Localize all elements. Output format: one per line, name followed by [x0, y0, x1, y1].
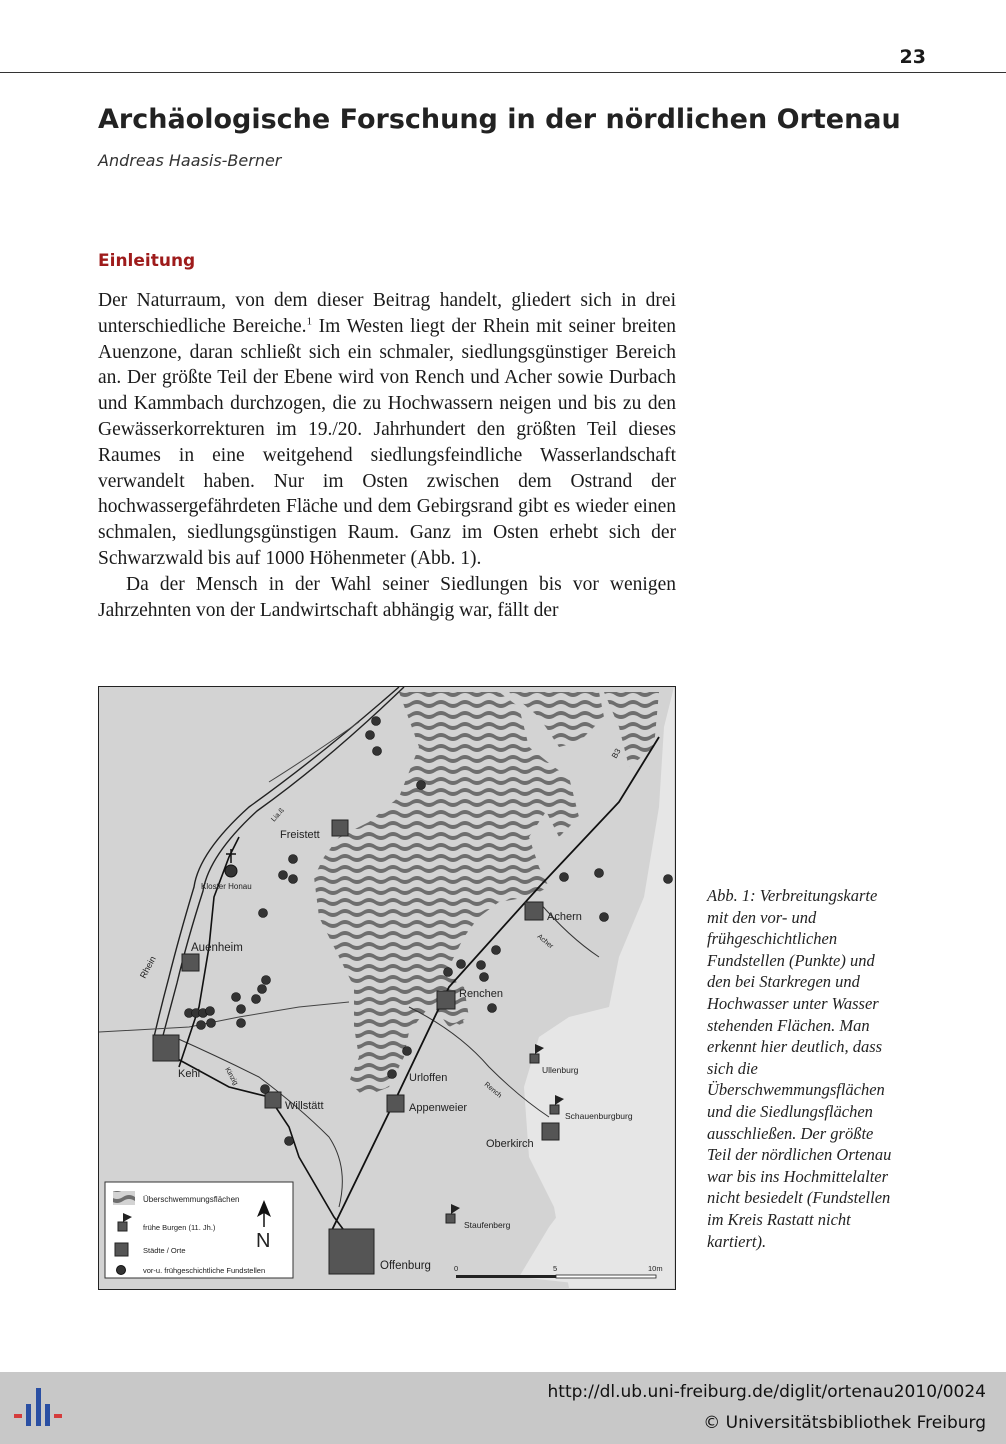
find-spot [492, 946, 501, 955]
footer-copyright: © Universitätsbibliothek Freiburg [703, 1413, 986, 1433]
map-legend [105, 1182, 293, 1278]
label-staufenberg: Staufenberg [464, 1220, 511, 1230]
town-offenburg [329, 1229, 374, 1274]
border-line [99, 1002, 349, 1032]
label-ullenburg: Ullenburg [542, 1065, 579, 1075]
paragraph-1-part-a: Der Naturraum, von dem dieser Beitrag handelt, gliedert sich in drei unterschiedliche Bereiche. [98, 290, 676, 337]
castle-staufenberg-flag [451, 1204, 460, 1214]
article-title: Archäologische Forschung in der nördlichen Ortenau [98, 104, 901, 135]
find-spot [262, 976, 271, 985]
find-spot [480, 973, 489, 982]
find-spot [252, 995, 261, 1004]
label-appenweier: Appenweier [409, 1102, 468, 1114]
find-spot [279, 871, 288, 880]
label-rhein: Rhein [137, 954, 158, 980]
rhine-side-arm [269, 722, 359, 782]
header-rule [0, 72, 1006, 73]
university-library-logo-icon [12, 1386, 64, 1430]
legend-towns-label: Städte / Orte [143, 1246, 186, 1255]
legend-castles-label: frühe Burgen (11. Jh.) [143, 1223, 216, 1232]
town-kehl [153, 1035, 179, 1061]
north-letter: N [256, 1230, 271, 1252]
paragraph-1 [98, 288, 676, 572]
scale-label-zero: 0 [454, 1264, 459, 1273]
castle-staufenberg [446, 1214, 455, 1223]
find-spot [232, 993, 241, 1002]
find-spot [477, 961, 486, 970]
label-auenheim: Auenheim [191, 942, 243, 954]
page-number: 23 [899, 46, 926, 68]
castle-schauenburg [550, 1105, 559, 1114]
town-freistett [332, 820, 348, 836]
find-spot [207, 1019, 216, 1028]
label-schauenburgburg: Schauenburgburg [565, 1111, 633, 1121]
find-spot [259, 909, 268, 918]
find-spot [289, 875, 298, 884]
label-urloffen: Urloffen [409, 1072, 448, 1084]
label-willstaett: Willstätt [285, 1100, 324, 1112]
label-freistett: Freistett [280, 829, 320, 841]
find-spot [664, 875, 673, 884]
find-spot [206, 1007, 215, 1016]
find-spot [289, 855, 298, 864]
body-text [98, 288, 676, 623]
town-oberkirch [542, 1123, 559, 1140]
town-appenweier [387, 1095, 404, 1112]
section-heading: Einleitung [98, 251, 196, 271]
label-achern: Achern [547, 911, 582, 923]
find-spot [258, 985, 267, 994]
footnote-reference[interactable]: 1 [306, 315, 313, 328]
legend-flood-swatch [113, 1191, 135, 1205]
find-spot [595, 869, 604, 878]
article-author: Andreas Haasis-Berner [98, 151, 282, 170]
town-willstaett [265, 1092, 281, 1108]
find-spot [388, 1070, 397, 1079]
find-spot [372, 717, 381, 726]
find-spot [457, 960, 466, 969]
label-oberkirch: Oberkirch [486, 1138, 534, 1150]
town-achern [525, 902, 543, 920]
flood-area-main [314, 692, 554, 1100]
label-kloster-honau: Kloster Honau [201, 882, 252, 891]
legend-site-swatch [117, 1266, 126, 1275]
legend-castle-swatch [118, 1222, 127, 1231]
scale-bar-segment [456, 1275, 556, 1278]
scale-bar-segment [556, 1275, 656, 1278]
flood-area-middle [539, 757, 579, 837]
scale-label-mid: 5 [553, 1264, 558, 1273]
find-spot [417, 781, 426, 790]
footer-url-link[interactable]: http://dl.ub.uni-freiburg.de/diglit/ortenau2010/0024 [547, 1382, 986, 1402]
find-spot [600, 913, 609, 922]
label-kehl: Kehl [178, 1068, 201, 1080]
label-rench: Rench [482, 1081, 503, 1100]
label-renchen: Renchen [459, 988, 504, 1000]
find-spot [237, 1019, 246, 1028]
map-svg [99, 687, 674, 1288]
scale-label-end: 10m [648, 1264, 663, 1273]
label-lia: Lia.ß [270, 807, 286, 824]
legend-sites-label: vor-u. frühgeschichtliche Fundstellen [143, 1266, 266, 1275]
find-spot [237, 1005, 246, 1014]
find-spot [373, 747, 382, 756]
label-offenburg: Offenburg [380, 1260, 431, 1272]
castle-ullenburg [530, 1054, 539, 1063]
monastery-site-dot [225, 865, 237, 877]
find-spot [444, 968, 453, 977]
figure-caption: Abb. 1: Verbreitungskarte mit den vor- und frühgeschichtlichen Fundstellen (Punkte) und den bei Starkregen und Hochwasser unter Wasser stehenden Flächen. Man erkennt hier deutlich, dass sich die Überschwemmungsflächen und die Siedlungsflächen ausschließen. Der größte Teil der nördlichen Ortenau war bis ins Hochmittelalter nicht besiedelt (Fundstellen im Kreis Rastatt nicht kartiert). [707, 886, 892, 1251]
paragraph-2: Da der Mensch in der Wahl seiner Siedlungen bis vor wenigen Jahrzehnten von der Landwirtschaft abhängig war, fällt der [98, 573, 676, 621]
find-spot [403, 1047, 412, 1056]
label-acher: Acher [535, 933, 555, 951]
label-b3: B3 [609, 747, 623, 760]
paragraph-1-part-b: Im Westen liegt der Rhein mit seiner breiten Auenzone, daran schließt sich ein schmaler, siedlungsgünstiger Bereich an. Der größte Teil der Ebene wird von Rench und Acher sowie Durbach und Kammbach durchzogen, die zu Hochwassern neigen und bis zu den Gewässerkorrekturen im 19./20. Jahrhundert den größten Teil dieses Raumes in eine weitgehend siedlungsfeindliche Wasserlandschaft verwandelt haben. Nur im Osten zwischen dem Ostrand der hochwassergefährdeten Fläche und dem Gebirgsrand gibt es wieder einen schmalen, siedlungsgünstigen Raum. Ganz im Osten erhebt sich der Schwarzwald bis auf 1000 Höhenmeter (Abb. 1). [98, 315, 676, 569]
town-auenheim [182, 954, 199, 971]
footer-bar [0, 1372, 1006, 1444]
find-spot [261, 1085, 270, 1094]
town-renchen [437, 991, 455, 1009]
find-spot [488, 1004, 497, 1013]
find-spot [197, 1021, 206, 1030]
find-spot [285, 1137, 294, 1146]
legend-flood-label: Überschwemmungsflächen [143, 1195, 240, 1204]
distribution-map [98, 686, 676, 1290]
find-spot [560, 873, 569, 882]
label-kinzig: Kinzig [223, 1066, 239, 1087]
legend-town-swatch [115, 1243, 128, 1256]
find-spot [366, 731, 375, 740]
